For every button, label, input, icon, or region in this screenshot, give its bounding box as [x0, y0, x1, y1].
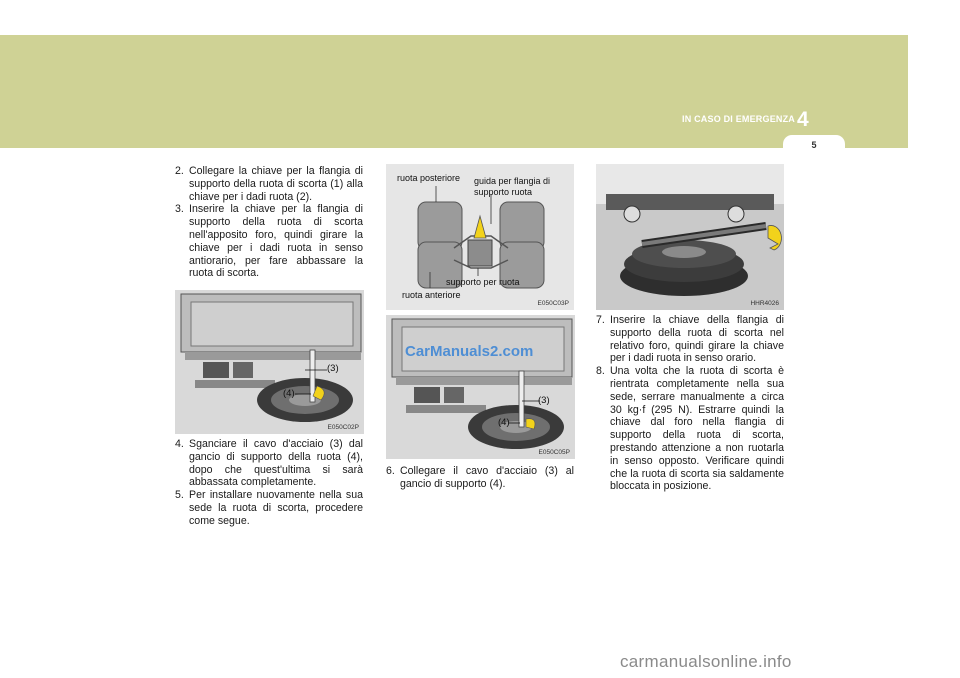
step-2 [175, 165, 363, 203]
callout-4: (4) [283, 388, 295, 399]
steps-col3 [596, 314, 784, 493]
step-number: 7. [596, 314, 605, 326]
figure-code: HHR4026 [750, 300, 779, 307]
step-number: 4. [175, 438, 184, 450]
truck-rear-illustration [386, 315, 575, 459]
figure-code: E050C02P [327, 424, 359, 431]
step-5 [175, 489, 363, 527]
steps-col2 [386, 465, 574, 491]
figure-code: E050C05P [538, 449, 570, 456]
label-wheel-support: supporto per ruota [446, 277, 520, 287]
figure-attach-cable [386, 315, 575, 459]
figure-raising-spare [596, 164, 784, 310]
step-text: Collegare la chiave per la flangia di supporto della ruota di scorta (1) alla chiave per i dadi ruota (2). [189, 165, 363, 203]
page-number: 5 [811, 140, 817, 150]
step-number: 2. [175, 165, 184, 177]
step-number: 3. [175, 203, 184, 216]
label-rear-wheel: ruota posteriore [397, 173, 461, 183]
label-guide-line1: guida per flangia di [474, 176, 551, 186]
step-text: Collegare il cavo d'acciaio (3) al gancio di supporto (4). [400, 465, 574, 490]
step-4 [175, 438, 363, 489]
step-text: Una volta che la ruota di scorta è rientrata completamente nella sua sede, serrare manualmente a circa 30 kg·f (295 N). Estrarre quindi la chiave dal foro nella flangia di supporto della ruota di scorta, prestando attenzione a non ruotarla in senso opposto. Verificare quindi che la ruota di scorta sia saldamente bloccata in posizione. [610, 365, 784, 493]
step-text: Inserire la chiave per la flangia di supporto della ruota di scorta nell'apposito foro, quindi girare la chiave per i dadi ruota in senso antiorario, per fare abbassare la ruota di scorta. [189, 203, 363, 280]
callout-3: (3) [327, 363, 339, 374]
callout-4: (4) [498, 417, 510, 428]
figure-lowering-spare [175, 290, 364, 434]
steps-col1-bottom [175, 438, 363, 528]
watermark-carmanuals2: CarManuals2.com [405, 343, 534, 360]
step-text: Sganciare il cavo d'acciaio (3) dal gancio di supporto della ruota (4), dopo che quest'ultima si sarà abbassata completamente. [189, 438, 363, 489]
steps-col1-top [175, 165, 363, 280]
diagram-wheel-layout [386, 164, 574, 310]
step-number: 5. [175, 489, 184, 502]
step-8 [596, 365, 784, 493]
truck-rear-illustration [175, 290, 364, 434]
label-front-wheel: ruota anteriore [402, 290, 461, 300]
step-7 [596, 314, 784, 365]
step-text: Inserire la chiave della flangia di supporto della ruota di scorta nel relativo foro, quindi girare la chiave per i dadi ruota in senso orario. [610, 314, 784, 365]
callout-3: (3) [538, 395, 550, 406]
step-number: 8. [596, 365, 605, 378]
label-guide-line2: supporto ruota [474, 187, 533, 197]
chapter-number: 4 [797, 108, 809, 131]
step-number: 6. [386, 465, 395, 477]
spare-wheel-photo [596, 164, 784, 310]
footer-watermark: carmanualsonline.info [620, 652, 792, 671]
chapter-title: IN CASO DI EMERGENZA [682, 114, 796, 124]
step-text: Per installare nuovamente nella sua sede la ruota di scorta, procedere come segue. [189, 489, 363, 527]
figure-code: E050C03P [537, 300, 569, 307]
step-3 [175, 203, 363, 280]
header-band [0, 35, 908, 148]
step-6 [386, 465, 574, 491]
